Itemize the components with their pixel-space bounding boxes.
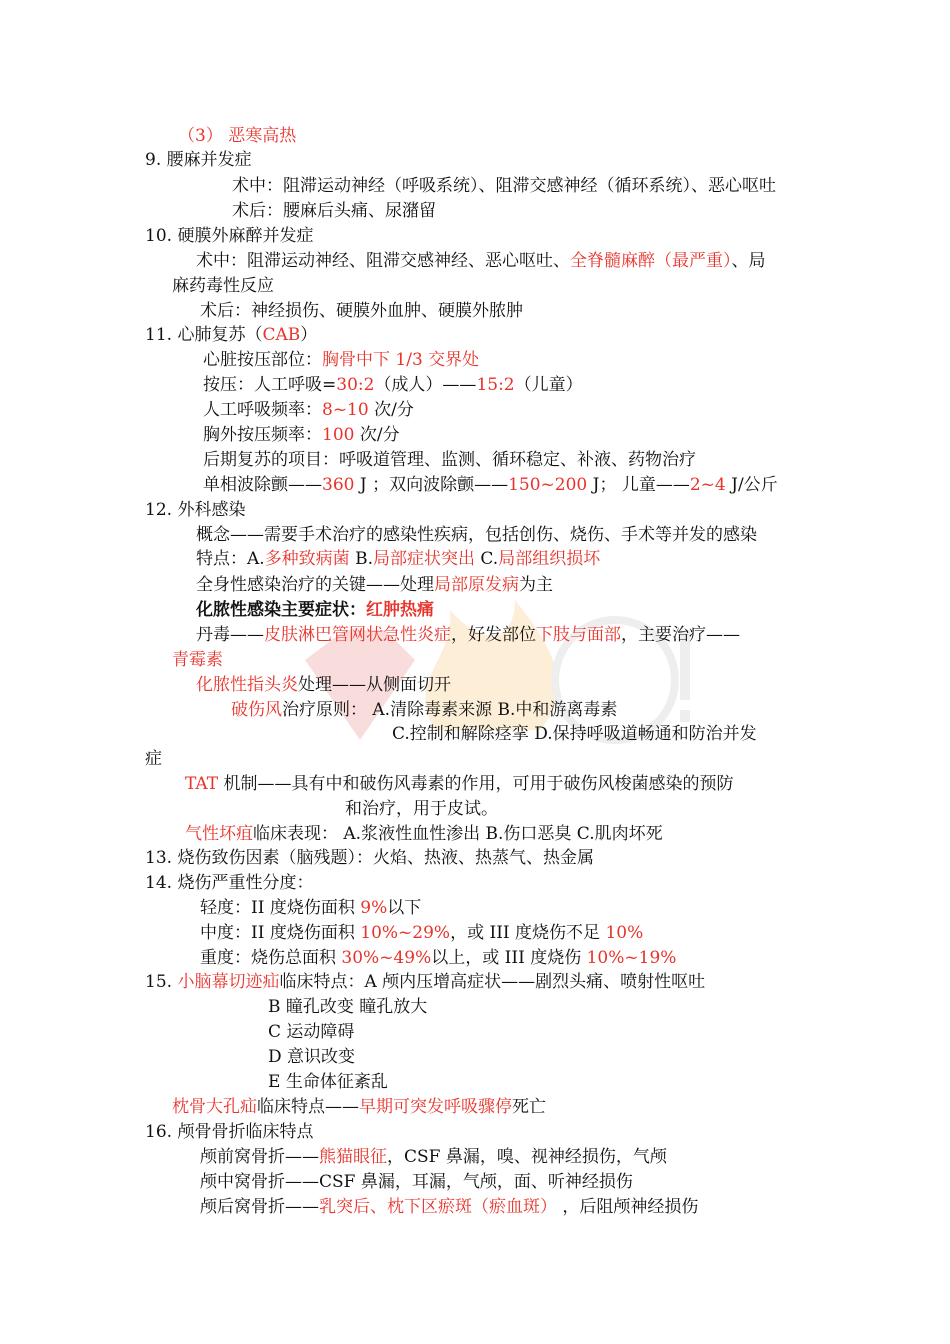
line-29: 气性坏疽临床表现： A.浆液性血性渗出 B.伤口恶臭 C.肌肉坏死 [185,824,663,844]
line-2: 9. 腰麻并发症 [145,150,252,170]
line-6: 术中：阻滞运动神经、阻滞交感神经、恶心呕吐、全脊髓麻醉（最严重）、局 [196,251,766,271]
line-43: 颅中窝骨折——CSF 鼻漏，耳漏，气颅，面、听神经损伤 [200,1172,633,1192]
line-17: 概念——需要手术治疗的感染性疾病，包括创伤、烧伤、手术等并发的感染 [196,525,757,545]
line-27: TAT 机制——具有中和破伤风毒素的作用，可用于破伤风梭菌感染的预防 [185,774,734,794]
line-3: 术中：阻滞运动神经（呼吸系统）、阻滞交感神经（循环系统）、恶心呕吐 [232,176,776,196]
line-5: 10. 硬膜外麻醉并发症 [145,226,314,246]
line-40: 枕骨大孔疝临床特点——早期可突发呼吸骤停死亡 [172,1097,546,1117]
line-33: 中度：II 度烧伤面积 10%~29%，或 III 度烧伤不足 10% [200,923,644,943]
line-21: 丹毒——皮肤淋巴管网状急性炎症，好发部位下肢与面部，主要治疗—— [196,625,740,645]
line-15: 单相波除颤——360 J ；双向波除颤——150~200 J； 儿童——2~4 J/公斤 [203,475,778,495]
line-36: B 瞳孔改变 瞳孔放大 [268,997,428,1017]
line-14: 后期复苏的项目：呼吸道管理、监测、循环稳定、补液、药物治疗 [203,450,696,470]
line-37: C 运动障碍 [268,1022,355,1042]
line-24: 破伤风治疗原则： A.清除毒素来源 B.中和游离毒素 [231,700,618,720]
line-31: 14. 烧伤严重性分度： [145,873,314,893]
line-41: 16. 颅骨骨折临床特点 [145,1122,314,1142]
line-8: 术后：神经损伤、硬膜外血肿、硬膜外脓肿 [200,301,523,321]
line-39: E 生命体征紊乱 [268,1072,388,1092]
line-12: 人工呼吸频率：8~10 次/分 [203,400,414,420]
line-28: 和治疗，用于皮试。 [345,799,498,819]
line-4: 术后：腰麻后头痛、尿潴留 [232,201,436,221]
line-34: 重度：烧伤总面积 30%~49%以上，或 III 度烧伤 10%~19% [200,948,677,968]
line-35: 15. 小脑幕切迹疝临床特点：A 颅内压增高症状——剧烈头痛、喷射性呕吐 [145,972,706,992]
line-1: （3） 恶寒高热 [178,126,297,146]
line-44: 颅后窝骨折——乳突后、枕下区瘀斑（瘀血斑） ，后阻颅神经损伤 [200,1197,699,1217]
line-10: 心脏按压部位：胸骨中下 1/3 交界处 [203,350,480,370]
line-38: D 意识改变 [268,1047,356,1067]
line-18: 特点：A.多种致病菌 B.局部症状突出 C.局部组织损坏 [196,549,601,569]
line-11: 按压：人工呼吸=30:2（成人）——15:2（儿童） [203,375,583,395]
line-26: 症 [145,749,162,769]
line-32: 轻度：II 度烧伤面积 9%以下 [200,898,422,918]
line-9: 11. 心肺复苏（CAB） [145,325,318,345]
line-20: 化脓性感染主要症状：红肿热痛 [196,600,434,620]
line-42: 颅前窝骨折——熊猫眼征，CSF 鼻漏，嗅、视神经损伤，气颅 [200,1147,667,1167]
line-22: 青霉素 [172,650,223,670]
line-13: 胸外按压频率：100 次/分 [203,425,400,445]
line-19: 全身性感染治疗的关键——处理局部原发病为主 [196,575,553,595]
line-23: 化脓性指头炎处理——从侧面切开 [196,675,451,695]
line-16: 12. 外科感染 [145,500,246,520]
line-30: 13. 烧伤致伤因素（脑残题）：火焰、热液、热蒸气、热金属 [145,848,594,868]
line-25: C.控制和解除痉挛 D.保持呼吸道畅通和防治并发 [392,724,757,744]
line-7: 麻药毒性反应 [172,276,274,296]
